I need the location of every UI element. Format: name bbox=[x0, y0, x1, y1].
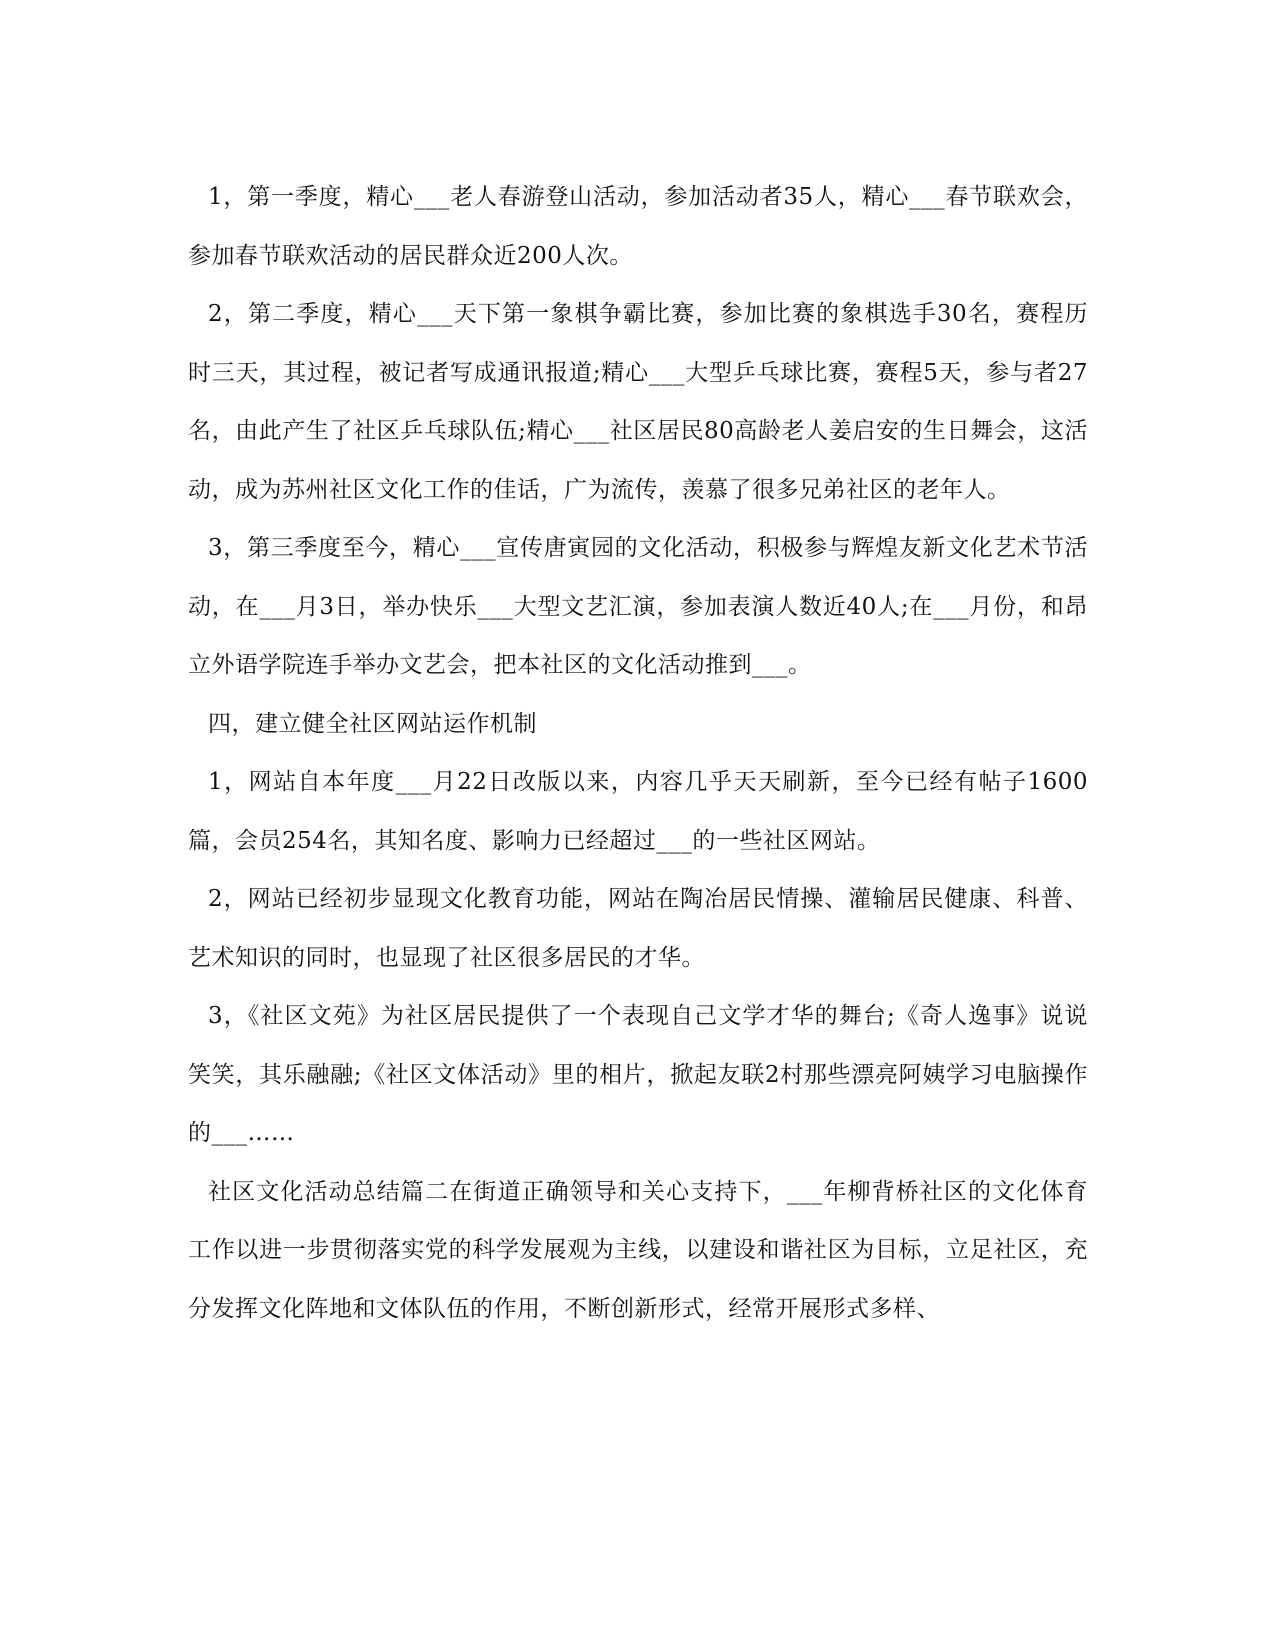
document-body bbox=[188, 168, 1088, 1338]
paragraph-q1-activities: 1，第一季度，精心___老人春游登山活动，参加活动者35人，精心___春节联欢会，参加春节联欢活动的居民群众近200人次。 bbox=[188, 184, 1088, 269]
paragraph-q3-activities: 3，第三季度至今，精心___宣传唐寅园的文化活动，积极参与辉煌友新文化艺术节活动，在___月3日，举办快乐___大型文艺汇演，参加表演人数近40人;在___月份，和昂立外语学院连手举办文艺会，把本社区的文化活动推到___。 bbox=[188, 535, 1088, 678]
paragraph-website-columns: 3，《社区文苑》为社区居民提供了一个表现自己文学才华的舞台;《奇人逸事》说说笑笑，其乐融融;《社区文体活动》里的相片，掀起友联2村那些漂亮阿姨学习电脑操作的___…… bbox=[188, 1003, 1088, 1146]
paragraph-website-education: 2，网站已经初步显现文化教育功能，网站在陶冶居民情操、灌输居民健康、科普、艺术知识的同时，也显现了社区很多居民的才华。 bbox=[188, 886, 1088, 971]
section-heading-website: 四，建立健全社区网站运作机制 bbox=[208, 710, 537, 737]
paragraph-website-revision: 1，网站自本年度___月22日改版以来，内容几乎天天刷新，至今已经有帖子1600篇，会员254名，其知名度、影响力已经超过___的一些社区网站。 bbox=[188, 769, 1088, 854]
paragraph-q2-activities: 2，第二季度，精心___天下第一象棋争霸比赛，参加比赛的象棋选手30名，赛程历时三天，其过程，被记者写成通讯报道;精心___大型乒乓球比赛，赛程5天，参与者27名，由此产生了社区乒乓球队伍;精心___社区居民80高龄老人姜启安的生日舞会，这活动，成为苏州社区文化工作的佳话，广为流传，羡慕了很多兄弟社区的老年人。 bbox=[188, 301, 1088, 503]
paragraph-summary-part-two: 社区文化活动总结篇二在街道正确领导和关心支持下，___年柳背桥社区的文化体育工作以进一步贯彻落实党的科学发展观为主线，以建设和谐社区为目标，立足社区，充分发挥文化阵地和文体队伍的作用，不断创新形式，经常开展形式多样、 bbox=[188, 1178, 1088, 1322]
